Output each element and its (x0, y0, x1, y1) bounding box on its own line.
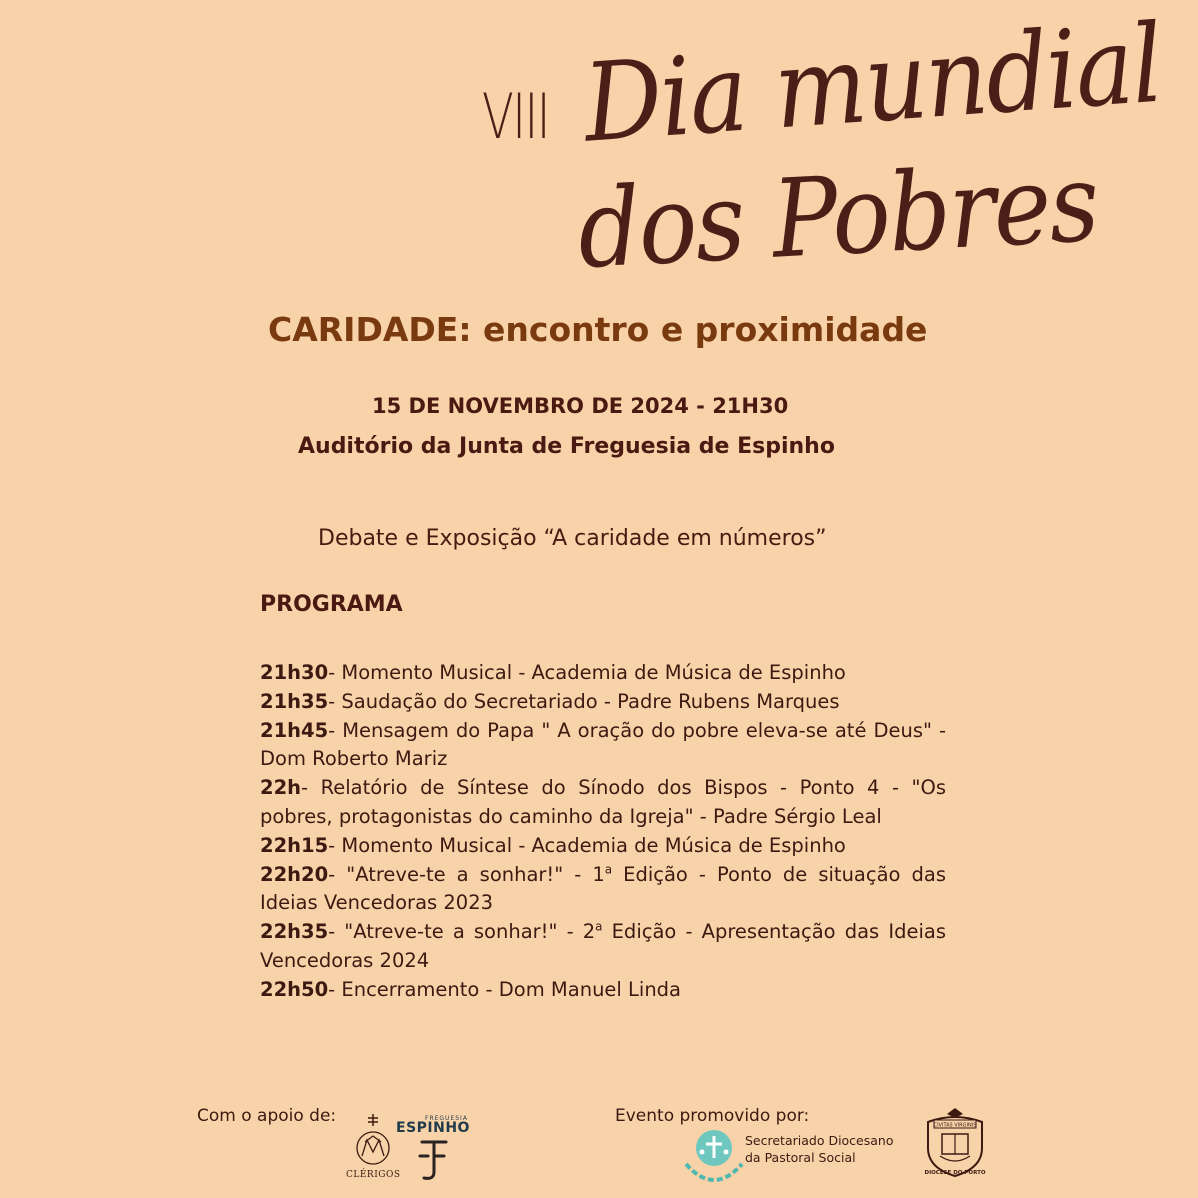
program-text: - Encerramento - Dom Manuel Linda (328, 977, 682, 1001)
espinho-text: ESPINHO (396, 1120, 470, 1136)
program-time: 21h30 (260, 661, 329, 684)
espinho-small-text: FREGUESIA (425, 1115, 468, 1122)
program-item (260, 688, 946, 717)
espinho-logo-icon (414, 1138, 454, 1182)
event-debate: Debate e Exposição “A caridade em números” (318, 526, 827, 551)
diocese-banner-text: CIVITAS VIRGINIS (933, 1122, 977, 1129)
program-text: - Relatório de Síntese do Sínodo dos Bispos - Ponto 4 - "Os pobres, protagonistas do caminho da Igreja" - Padre Sérgio Leal (260, 776, 946, 828)
event-venue: Auditório da Junta de Freguesia de Espinho (298, 434, 835, 459)
program-item (260, 918, 946, 976)
diocese-seal-text: DIOCESE DO PORTO (924, 1170, 986, 1176)
program-time: 22h15 (260, 833, 329, 857)
program-time: 22h35 (260, 920, 329, 944)
program-time: 21h35 (260, 689, 329, 713)
program-time: 22h20 (260, 862, 329, 886)
diocese-porto-seal-icon (918, 1104, 992, 1180)
program-item (260, 832, 946, 861)
promo-label: Evento promovido por: (615, 1106, 810, 1126)
clerigos-text: CLÉRIGOS (346, 1170, 401, 1180)
program-text: - Saudação do Secretariado - Padre Rubens Marques (328, 689, 840, 713)
pastoral-social-logo-icon (680, 1124, 748, 1190)
secretariado-text (745, 1132, 894, 1166)
subtitle-rest: encontro e proximidade (471, 310, 928, 349)
ordinal-sup: a (604, 862, 613, 877)
program-text-a: - "Atreve-te a sonhar!" - 2 (328, 920, 596, 944)
support-label: Com o apoio de: (197, 1106, 337, 1126)
program-text-b: Edição - Ponto de situação das Ideias Vencedoras 2023 (260, 862, 946, 915)
event-date: 15 DE NOVEMBRO DE 2024 - 21H30 (372, 394, 789, 418)
program-list (260, 659, 946, 1005)
program-item (260, 774, 946, 832)
program-text: - Momento Musical - Academia de Música de Espinho (328, 661, 846, 684)
subtitle-strong: CARIDADE: (268, 310, 472, 349)
program-item (260, 976, 946, 1005)
secretariado-line2: da Pastoral Social (745, 1150, 856, 1165)
clerigos-logo-icon (352, 1112, 394, 1168)
subtitle (268, 310, 927, 349)
title-script-line1: Dia mundial (580, 1, 1166, 167)
program-text-a: - "Atreve-te a sonhar!" - 1 (328, 862, 605, 886)
program-item (260, 659, 946, 688)
program-text-b: Edição - Apresentação das Ideias Vencedoras 2024 (260, 920, 946, 972)
program-item (260, 717, 946, 775)
title-script-line2: dos Pobres (575, 140, 1101, 293)
secretariado-line1: Secretariado Diocesano (745, 1133, 894, 1148)
program-item (260, 861, 946, 919)
title-roman-numeral: VIII (482, 80, 549, 153)
program-time: 21h45 (260, 718, 329, 742)
program-heading: PROGRAMA (260, 592, 403, 617)
ordinal-sup: a (595, 919, 603, 934)
program-time: 22h (260, 776, 302, 800)
program-time: 22h50 (260, 977, 329, 1001)
program-text: - Mensagem do Papa " A oração do pobre eleva-se até Deus" - Dom Roberto Mariz (260, 718, 946, 771)
program-text: - Momento Musical - Academia de Música de Espinho (328, 833, 846, 857)
